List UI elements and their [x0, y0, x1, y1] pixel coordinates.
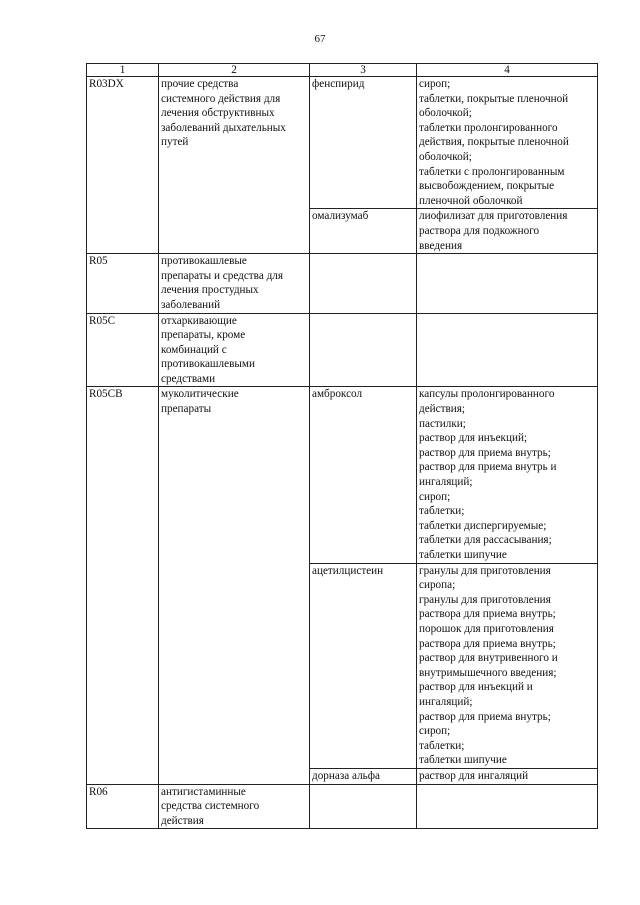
column-header-3: 3	[310, 64, 417, 77]
drug-name-cell	[310, 387, 417, 563]
table-row	[87, 313, 598, 387]
group-name-line: лечения простудных	[161, 284, 259, 297]
atc-code: R05CB	[89, 388, 123, 401]
dosage-form-line: таблетки с пролонгированным	[419, 165, 565, 178]
group-name-line: прочие средства	[161, 78, 239, 90]
column-header-4: 4	[417, 64, 598, 77]
dosage-form-line: раствор для внутривенного и	[419, 652, 558, 665]
atc-code-cell	[87, 254, 159, 313]
dosage-form-line: таблетки, покрытые пленочной	[419, 92, 569, 105]
dosage-form-line: раствор для приема внутрь и	[419, 461, 557, 474]
dosage-form-line: раствор для инъекций и	[419, 681, 533, 694]
dosage-form-line: раствора для приема внутрь;	[419, 637, 556, 650]
dosage-forms-cell	[417, 77, 598, 209]
dosage-form-line: высвобождением, покрытые	[419, 180, 555, 193]
dosage-form-line: действия, покрытые пленочной	[419, 136, 569, 149]
dosage-forms-cell	[417, 784, 598, 829]
dosage-form-line: ингаляций;	[419, 476, 473, 489]
drug-name: омализумаб	[312, 210, 369, 223]
drug-name-cell	[310, 313, 417, 387]
column-header-2: 2	[159, 64, 310, 77]
drug-name-cell	[310, 77, 417, 209]
atc-code-cell	[87, 313, 159, 387]
dosage-form-line: таблетки пролонгированного	[419, 121, 558, 134]
table-row	[87, 387, 598, 563]
dosage-form-line: таблетки диспергируемые;	[419, 519, 547, 532]
atc-code-cell	[87, 77, 159, 254]
medicine-table	[86, 63, 598, 829]
pharmacological-group-cell	[159, 784, 310, 829]
group-name-line: системного действия для	[161, 92, 281, 105]
dosage-form-line: таблетки для рассасывания;	[419, 534, 552, 547]
dosage-forms-cell	[417, 313, 598, 387]
atc-code: R06	[89, 785, 108, 798]
dosage-form-line: оболочкой;	[419, 150, 472, 163]
group-name-line: средства системного	[161, 800, 260, 813]
drug-name: дорназа альфа	[312, 769, 380, 782]
group-name-line: препараты, кроме	[161, 329, 246, 342]
page-number: 67	[314, 33, 326, 45]
dosage-forms-cell	[417, 563, 598, 768]
group-name-line: средствами	[161, 372, 216, 385]
dosage-form-line: раствор для приема внутрь;	[419, 446, 551, 459]
dosage-form-line: оболочкой;	[419, 107, 472, 120]
pharmacological-group-cell	[159, 254, 310, 313]
pharmacological-group-cell	[159, 313, 310, 387]
group-name-line: действия	[161, 814, 204, 827]
dosage-form-line: пленочной оболочкой	[419, 194, 523, 207]
group-name-line: отхаркивающие	[161, 314, 237, 327]
dosage-form-line: раствора для подкожного	[419, 224, 540, 237]
dosage-form-line: таблетки;	[419, 739, 465, 752]
drug-name-cell	[310, 768, 417, 784]
dosage-form-line: сироп;	[419, 490, 451, 503]
dosage-form-line: гранулы для приготовления	[419, 564, 551, 577]
atc-code: R05	[89, 255, 108, 268]
dosage-form-line: сироп;	[419, 78, 451, 90]
dosage-form-line: раствора для приема внутрь;	[419, 608, 556, 621]
group-name-line: путей	[161, 136, 189, 149]
table-header	[87, 64, 598, 77]
dosage-forms-cell	[417, 387, 598, 563]
drug-name-cell	[310, 254, 417, 313]
dosage-form-line: сиропа;	[419, 579, 456, 592]
drug-name: фенспирид	[312, 78, 365, 90]
dosage-form-line: таблетки шипучие	[419, 549, 507, 561]
column-header-1: 1	[87, 64, 159, 77]
dosage-form-line: порошок для приготовления	[419, 622, 554, 635]
dosage-form-line: раствор для ингаляций	[419, 769, 529, 782]
dosage-form-line: лиофилизат для приготовления	[419, 210, 568, 223]
atc-code: R03DX	[89, 78, 124, 90]
group-name-line: противокашлевые	[161, 255, 247, 268]
dosage-form-line: раствор для приема внутрь;	[419, 710, 551, 723]
drug-name: амброксол	[312, 388, 363, 401]
drug-name: ацетилцистеин	[312, 564, 384, 577]
pharmacological-group-cell	[159, 387, 310, 784]
dosage-form-line: таблетки;	[419, 505, 465, 518]
dosage-form-line: капсулы пролонгированного	[419, 388, 555, 401]
dosage-form-line: сироп;	[419, 725, 451, 738]
group-name-line: лечения обструктивных	[161, 107, 275, 120]
dosage-form-line: внутримышечного введения;	[419, 666, 557, 679]
dosage-form-line: пастилки;	[419, 417, 466, 430]
drug-name-cell	[310, 784, 417, 829]
dosage-form-line: таблетки шипучие	[419, 754, 507, 767]
atc-code: R05C	[89, 314, 116, 327]
table-row	[87, 254, 598, 313]
dosage-form-line: ингаляций;	[419, 695, 473, 708]
group-name-line: антигистаминные	[161, 785, 246, 798]
group-name-line: комбинаций с	[161, 343, 227, 356]
dosage-form-line: действия;	[419, 403, 466, 416]
group-name-line: препараты и средства для	[161, 269, 283, 282]
group-name-line: противокашлевыми	[161, 358, 255, 371]
dosage-forms-cell	[417, 254, 598, 313]
dosage-form-line: раствор для инъекций;	[419, 432, 528, 445]
group-name-line: препараты	[161, 403, 212, 416]
table-body	[87, 77, 598, 829]
dosage-form-line: гранулы для приготовления	[419, 593, 551, 606]
header-row	[87, 64, 598, 77]
group-name-line: муколитические	[161, 388, 239, 401]
atc-code-cell	[87, 387, 159, 784]
table-row	[87, 77, 598, 209]
table-row	[87, 784, 598, 829]
group-name-line: заболеваний	[161, 298, 221, 311]
dosage-forms-cell	[417, 209, 598, 254]
dosage-form-line: введения	[419, 239, 463, 252]
drug-name-cell	[310, 563, 417, 768]
atc-code-cell	[87, 784, 159, 829]
drug-name-cell	[310, 209, 417, 254]
pharmacological-group-cell	[159, 77, 310, 254]
group-name-line: заболеваний дыхательных	[161, 121, 286, 134]
dosage-forms-cell	[417, 768, 598, 784]
